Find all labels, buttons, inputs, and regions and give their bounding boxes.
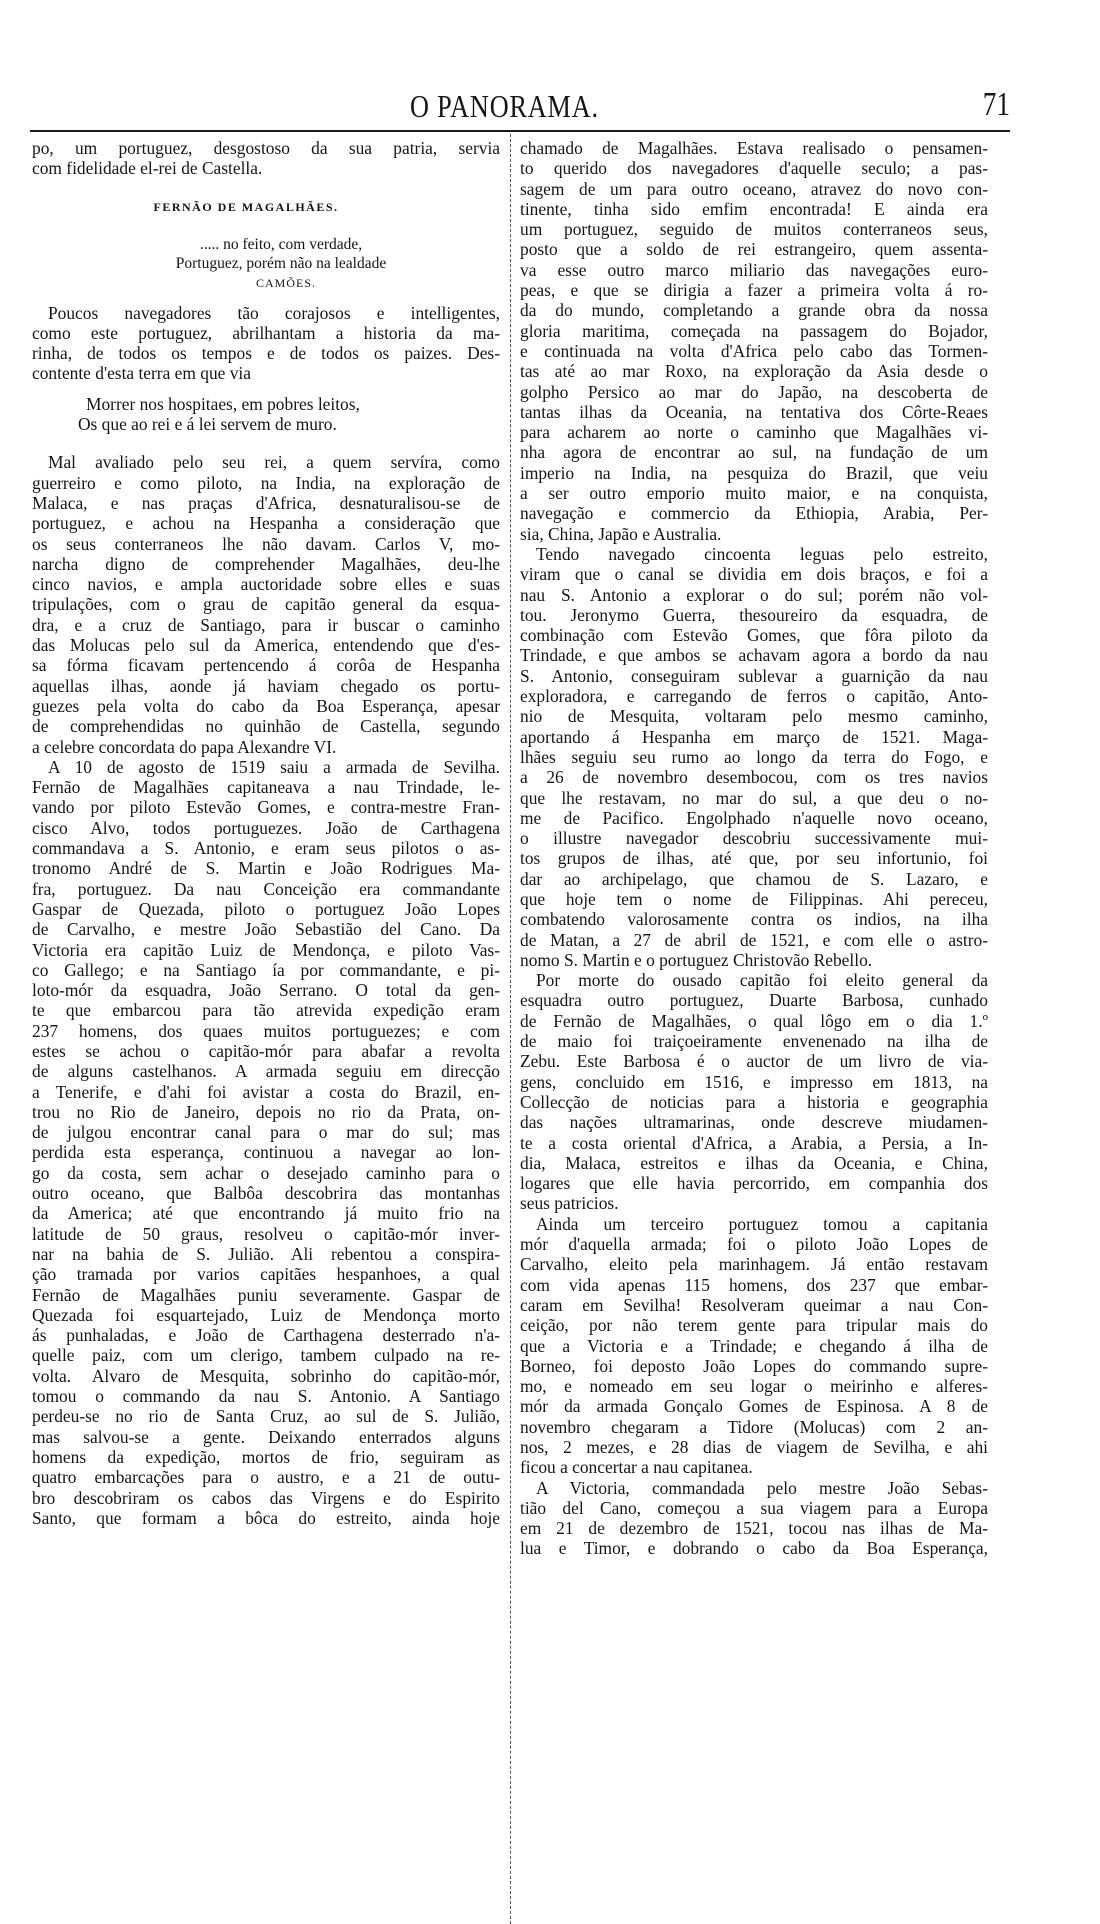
epigraph-line: Portuguez, porém não na lealdade	[175, 254, 387, 272]
text-line: logares que elle havia percorrido, em companhia dos	[520, 1173, 988, 1194]
text-line: homens da expedição, mortos de frio, seguiram as	[32, 1446, 500, 1467]
text-line: tos grupos de ilhas, até que, por seu infortunio, foi	[520, 848, 988, 869]
text-line: Zebu. Este Barbosa é o auctor de um livro de via-	[520, 1051, 988, 1072]
text-line: exploradora, e carregando de ferros o capitão, Anto-	[520, 686, 988, 707]
text-line: tantas ilhas da Oceania, na tentativa dos Côrte-Reaes	[520, 401, 988, 422]
text-line: Por morte do ousado capitão foi eleito general da	[536, 970, 988, 991]
text-line: guerreiro e como piloto, na India, na exploração de	[32, 472, 500, 493]
text-line: como este portuguez, abrilhantam a historia da ma-	[32, 322, 500, 343]
text-line: da America; até que encontrando já muito frio na	[32, 1203, 500, 1224]
text-line: nar na bahia de S. Julião. Ali rebentou a conspira-	[32, 1243, 500, 1264]
text-line: nha agora de encontrar ao sul, na fundação de um	[520, 442, 988, 463]
text-line: em 21 de dezembro de 1521, tocou nas ilhas de Ma-	[520, 1518, 988, 1539]
text-line: Ainda um terceiro portuguez tomou a capitania	[536, 1213, 988, 1234]
section-heading: FERNÃO DE MAGALHÃES.	[153, 199, 339, 214]
text-line: golpho Persico ao mar do Japão, na descoberta de	[520, 381, 988, 402]
text-line: que hoje tem o nome de Filippinas. Ahi pereceu,	[520, 888, 988, 909]
text-line: A Victoria, commandada pelo mestre João Sebas-	[536, 1477, 988, 1498]
text-line: fra, portuguez. Da nau Conceição era commandante	[32, 878, 500, 899]
text-line: Fernão de Magalhães capitaneava a nau Trindade, le-	[32, 777, 500, 798]
text-line: das nações ultramarinas, onde descreve miudamen-	[520, 1112, 988, 1133]
epigraph-author: CAMÕES.	[255, 275, 316, 290]
text-line: rinha, de todos os tempos e de todos os paizes. Des-	[32, 343, 500, 364]
text-line: mo, e nomeado em seu logar o meirinho e alferes-	[520, 1376, 988, 1397]
page-header	[30, 88, 1010, 124]
text-line: trou no Rio de Janeiro, depois no rio da Prata, on-	[32, 1101, 500, 1122]
text-line: a ser outro emporio muito maior, e na conquista,	[520, 483, 988, 504]
text-line: peas, e que se dirigia a fazer a primeira volta á ro-	[520, 280, 988, 301]
text-line: das Molucas pelo sul da America, entendendo que d'es-	[32, 635, 500, 656]
text-line: para acharem ao norte o caminho que Magalhães vi-	[520, 422, 988, 443]
text-line: S. Antonio, conseguiram sublevar a guarnição da nau	[520, 665, 988, 686]
text-line: te a costa oriental d'Africa, a Arabia, a Persia, a In-	[520, 1132, 988, 1153]
text-line: os seus conterraneos lhe não davam. Carlos V, mo-	[32, 533, 500, 554]
text-line: mór da armada Gonçalo Gomes de Espinosa. A 8 de	[520, 1396, 988, 1417]
left-column	[32, 138, 500, 1528]
text-line: loto-mór da esquadra, João Serrano. O total da gen-	[32, 980, 500, 1001]
text-line: Tendo navegado cincoenta leguas pelo estreito,	[536, 543, 988, 564]
text-line: novembro chegaram a Tidore (Molucas) com 2 an-	[520, 1416, 988, 1437]
text-line: de alguns castelhanos. A armada seguiu em direcção	[32, 1061, 500, 1082]
header-rule	[30, 130, 1010, 132]
text-line: contente d'esta terra em que via	[32, 363, 251, 384]
text-line: nio de Mesquita, voltaram pelo mesmo caminho,	[520, 706, 988, 727]
text-line: imperio na India, na pesquiza do Brazil, que veiu	[520, 462, 988, 483]
text-line: de comprehendidas no quinhão de Castella, segundo	[32, 716, 500, 737]
text-line: po, um portuguez, desgostoso da sua patria, servia	[32, 138, 500, 158]
text-line: com fidelidade el-rei de Castella.	[32, 158, 263, 179]
text-line: Carvalho, eleito pela marinhagem. Já então restavam	[520, 1254, 988, 1275]
text-line: nau S. Antonio a explorar o do sul; porém não vol-	[520, 584, 988, 605]
text-line: com vida apenas 115 homens, dos 237 que embar-	[520, 1274, 988, 1295]
text-line: va esse outro marco miliario das navegações euro-	[520, 259, 988, 280]
text-line: tronomo André de S. Martin e João Rodrigues Ma-	[32, 858, 500, 879]
column-divider	[510, 134, 511, 1924]
spacer	[32, 384, 500, 394]
text-line: commandava a S. Antonio, e eram seus pilotos o as-	[32, 838, 500, 859]
spacer	[32, 293, 500, 303]
text-line: 237 homens, dos quaes muitos portuguezes; e com	[32, 1020, 500, 1041]
text-line: estes se achou o capitão-mór para abafar a revolta	[32, 1040, 500, 1061]
text-line: que a Victoria e a Trindade; e chegando á ilha de	[520, 1335, 988, 1356]
text-line: combatendo valorosamente contra os indios, na ilha	[520, 909, 988, 930]
spacer	[32, 217, 500, 235]
text-line: latitude de 50 graus, resolveu o capitão-mór inver-	[32, 1223, 500, 1244]
text-line: ficou a concertar a nau capitanea.	[520, 1457, 753, 1478]
text-line: sia, China, Japão e Australia.	[520, 523, 722, 544]
text-line: ceição, por não terem gente para tripular mais do	[520, 1315, 988, 1336]
text-line: Mal avaliado pelo seu rei, a quem servíra, como	[48, 452, 500, 473]
text-line: go da costa, sem achar o desejado caminho para o	[32, 1162, 500, 1183]
text-line: de Carvalho, e mestre João Sebastião del Cano. Da	[32, 919, 500, 940]
text-line: tou. Jeronymo Guerra, thesoureiro da esquadra, de	[520, 604, 988, 625]
text-line: Victoria era capitão Luiz de Mendonça, e piloto Vas-	[32, 939, 500, 960]
text-line: A 10 de agosto de 1519 saiu a armada de Sevilha.	[48, 756, 500, 777]
text-line: Borneo, foi deposto João Lopes do commando supre-	[520, 1355, 988, 1376]
text-line: ção tramada por varios capitães hespanhoes, a qual	[32, 1264, 500, 1285]
text-line: nos, 2 mezes, e 28 dias de viagem de Sevilha, e ahi	[520, 1437, 988, 1457]
text-line: cinco navios, e ampla auctoridade sobre elles e suas	[32, 574, 500, 595]
text-line: lhães seguiu seu rumo ao longo da terra do Fogo, e	[520, 746, 988, 767]
epigraph-line: ..... no feito, com verdade,	[199, 235, 363, 253]
text-line: te que embarcou para tão atrevida expedição eram	[32, 1000, 500, 1021]
text-line: portuguez, e achou na Hespanha a consideração que	[32, 513, 500, 534]
text-line: que lhe restavam, no mar do sul, a que deu o no-	[520, 787, 988, 808]
text-line: tião del Cano, começou a sua viagem para a Europa	[520, 1497, 988, 1518]
text-line: dar ao archipelago, que chamou de S. Lazaro, e	[520, 868, 988, 889]
text-line: viram que o canal se dividia em dois braços, e foi a	[520, 564, 988, 585]
text-line: lua e Timor, e dobrando o cabo da Boa Esperança,	[520, 1538, 988, 1559]
text-line: dia, Malaca, estreitos e ilhas da Oceania, e China,	[520, 1152, 988, 1173]
verse-line: Morrer nos hospitaes, em pobres leitos,	[86, 393, 360, 414]
left-main-text	[32, 452, 500, 1528]
text-line: Quezada foi esquartejado, Luiz de Mendonça morto	[32, 1304, 500, 1325]
text-line: Santo, que formam a bôca do estreito, ainda hoje	[32, 1507, 500, 1528]
text-line: aquellas ilhas, aonde já haviam chegado os portu-	[32, 675, 500, 696]
text-line: gens, concluido em 1516, e impresso em 1813, na	[520, 1071, 988, 1092]
page-number: 71	[982, 86, 1010, 123]
text-line: mas salvou-se a gente. Deixando enterrados alguns	[32, 1426, 500, 1447]
text-line: co Gallego; e na Santiago ía por commandante, e pi-	[32, 959, 500, 980]
text-line: da do mundo, completando a grande obra da nossa	[520, 300, 988, 321]
text-line: narcha digno de comprehender Magalhães, deu-lhe	[32, 553, 500, 574]
spacer	[32, 179, 500, 197]
text-line: sagem de um para outro oceano, atravez do novo con-	[520, 178, 988, 199]
text-line: quelle paiz, com um clerigo, tambem culpado na re-	[32, 1345, 500, 1366]
text-line: Malaca, e nas praças d'Africa, desnaturalisou-se de	[32, 492, 500, 513]
text-line: de Matan, a 27 de abril de 1521, e com elle o astro-	[520, 929, 988, 950]
text-line: tomou o commando da nau S. Antonio. A Santiago	[32, 1386, 500, 1407]
right-main-text	[520, 138, 988, 1559]
text-line: bro descobriram os cabos das Virgens e do Espirito	[32, 1487, 500, 1508]
text-line: a Tenerife, e d'ahi foi avistar a costa do Brazil, en-	[32, 1081, 500, 1102]
text-line: me de Pacifico. Engolphado n'aquelle novo oceano,	[520, 807, 988, 828]
text-line: volta. Alvaro de Mesquita, sobrinho do capitão-mór,	[32, 1365, 500, 1386]
text-line: guezes pela volta do cabo da Boa Esperança, apesar	[32, 695, 500, 716]
text-line: chamado de Magalhães. Estava realisado o pensamen-	[520, 138, 988, 158]
text-line: tripulações, com o grau de capitão general da esqua-	[32, 594, 500, 615]
text-line: Fernão de Magalhães puniu severamente. Gaspar de	[32, 1284, 500, 1305]
text-line: perdeu-se no rio de Santa Cruz, ao sul de S. Julião,	[32, 1406, 500, 1427]
text-line: um portuguez, seguido de muitos conterraneos seus,	[520, 219, 988, 240]
right-column	[520, 138, 988, 1559]
text-line: posto que a soldo de rei estrangeiro, quem assenta-	[520, 239, 988, 260]
text-line: Trindade, e que ambos se achavam agora a bordo da nau	[520, 645, 988, 666]
text-line: vando por piloto Estevão Gomes, e contra-mestre Fran-	[32, 797, 500, 818]
text-line: dra, e a cruz de Santiago, para ir buscar o caminho	[32, 614, 500, 635]
text-line: a celebre concordata do papa Alexandre VI.	[32, 736, 337, 757]
text-line: de Fernão de Magalhães, o qual lôgo em o dia 1.º	[520, 1010, 988, 1031]
text-line: de maio foi traiçoeiramente envenenado na ilha de	[520, 1031, 988, 1052]
text-line: Gaspar de Quezada, piloto o portuguez João Lopes	[32, 898, 500, 919]
text-line: nomo S. Martin e o portuguez Christovão Rebello.	[520, 949, 873, 970]
text-line: o illustre navegador descobriu successivamente mui-	[520, 828, 988, 849]
text-line: combinação com Estevão Gomes, que fôra piloto da	[520, 625, 988, 646]
text-line: aportando á Hespanha em março de 1521. Maga-	[520, 726, 988, 747]
text-line: outro oceano, que Balbôa descobrira das montanhas	[32, 1183, 500, 1204]
text-line: sa fórma ficavam pertencendo á corôa de Hespanha	[32, 655, 500, 676]
masthead-title: O PANORAMA.	[410, 88, 599, 124]
verse-line: Os que ao rei e á lei servem de muro.	[78, 414, 337, 435]
text-line: quatro embarcações para o austro, e a 21 de outu-	[32, 1467, 500, 1488]
text-line: de julgou encontrar canal para o mar do sul; mas	[32, 1122, 500, 1143]
text-line: tas até ao mar Roxo, na exploração da Asia desde o	[520, 361, 988, 382]
text-line: Poucos navegadores tão corajosos e intelligentes,	[48, 302, 500, 323]
text-line: caram em Sevilha! Resolveram queimar a nau Con-	[520, 1294, 988, 1315]
text-line: gloria maritima, começada na passagem do Bojador,	[520, 320, 988, 341]
text-line: mór d'aquella armada; foi o piloto João Lopes de	[520, 1234, 988, 1255]
text-line: e continuada na volta d'Africa pelo cabo das Tormen-	[520, 340, 988, 361]
text-line: navegação e commercio da Ethiopia, Arabia, Per-	[520, 503, 988, 524]
text-line: esquadra outro portuguez, Duarte Barbosa, cunhado	[520, 990, 988, 1011]
text-line: cisco Alvo, todos portuguezes. João de Carthagena	[32, 817, 500, 838]
text-line: to querido dos navegadores d'aquelle seculo; a pas-	[520, 158, 988, 179]
text-line: tinente, tinha sido emfim encontrada! E ainda era	[520, 198, 988, 219]
text-line: ás punhaladas, e João de Carthagena desterrado n'a-	[32, 1325, 500, 1346]
text-line: a 26 de novembro desembocou, com os tres navios	[520, 767, 988, 788]
spacer	[32, 434, 500, 452]
text-line: perdida esta esperança, continuou a navegar ao lon-	[32, 1142, 500, 1163]
text-line: seus patricios.	[520, 1193, 619, 1214]
text-line: Collecção de noticias para a historia e geographia	[520, 1091, 988, 1112]
